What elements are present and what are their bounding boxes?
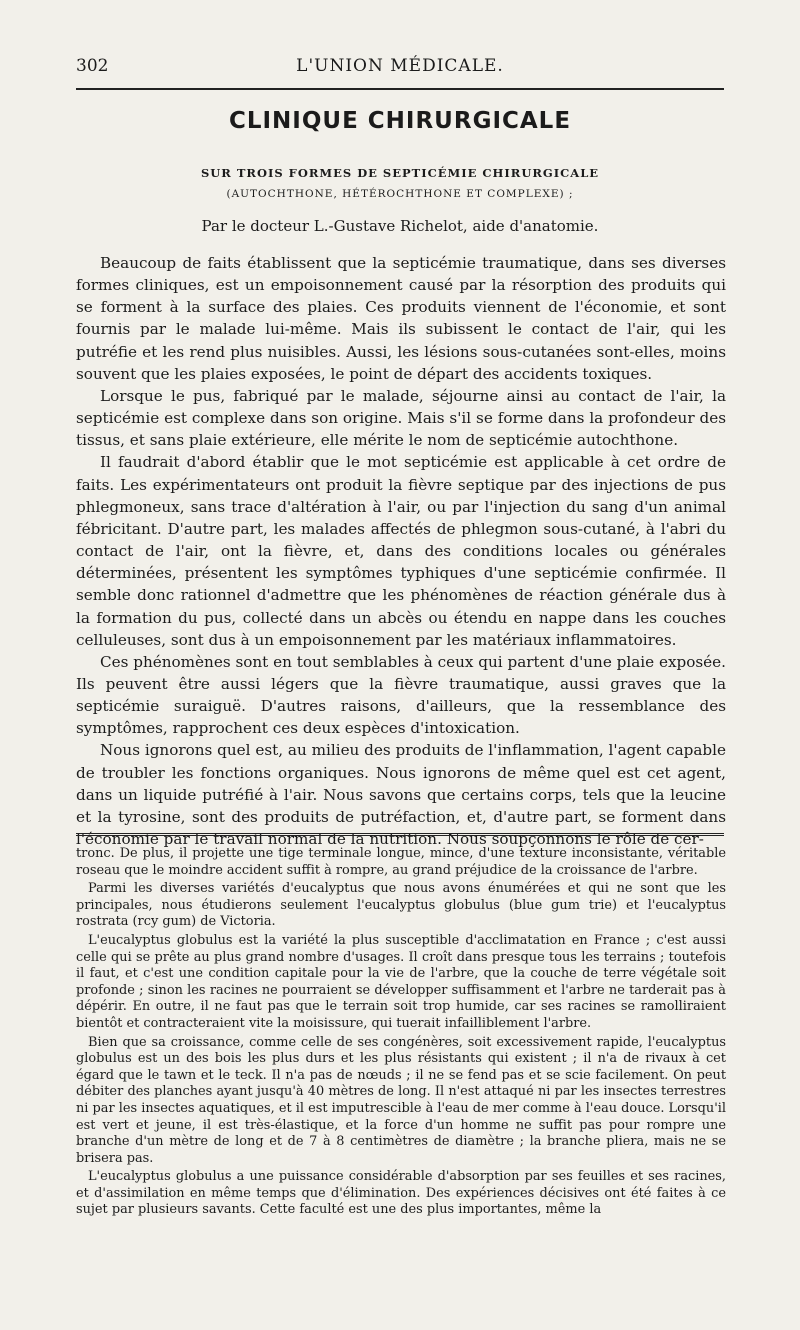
article-paragraph: Il faudrait d'abord établir que le mot septicémie est applicable à cet ordre de faits. Les expérimentateurs ont produit la fièvre septique par des injections de pus phlegmoneux, sans trace d'altération à l'air, ou par l'injection du sang d'un animal fébricitant. D'autre part, les malades affectés de phlegmon sous-cutané, à l'abri du contact de l'air, ont la fièvre, et, dans des conditions locales ou générales déterminées, présentent les symptômes typhiques d'une septicémie confirmée. Il semble donc rationnel d'admettre que les phénomènes de réaction générale dus à la formation du pus, collecté dans un abcès ou étendu en nappe dans les couches celluleuses, sont dus à un empoisonnement par les matériaux inflammatoires.: [76, 453, 726, 649]
section-title: CLINIQUE CHIRURGICALE: [228, 108, 572, 134]
article-paragraph: Nous ignorons quel est, au milieu des produits de l'inflammation, l'agent capable de troubler les fonctions organiques. Nous ignorons de même quel est cet agent, dans un liquide putréfié à l'air. Nous savons que certains corps, tels que la leucine et la tyrosine, sont des produits de putréfaction, et, d'autre part, se forment dans l'économie par le travail normal de la nutrition. Nous soupçonnons le rôle de cer-: [76, 741, 726, 849]
article-title: SUR TROIS FORMES DE SEPTICÉMIE CHIRURGICALE: [200, 166, 600, 180]
feuilleton-paragraph: tronc. De plus, il projette une tige terminale longue, mince, d'une texture inconsistante, véritable roseau que le moindre accident suffit à rompre, au grand préjudice de la croissance de l'arbre.: [76, 846, 726, 878]
article-paragraph: Ces phénomènes sont en tout semblables à ceux qui partent d'une plaie exposée. Ils peuvent être aussi légers que la fièvre traumatique, aussi graves que la septicémie suraiguë. D'autres raisons, d'ailleurs, que la ressemblance des symptômes, rapprochent ces deux espèces d'intoxication.: [76, 652, 726, 738]
journal-title: L'UNION MÉDICALE.: [296, 56, 504, 76]
running-head: [76, 56, 724, 82]
feuilleton-body: [76, 846, 726, 1221]
page-number: 302: [76, 56, 109, 76]
author-byline: Par le docteur L.-Gustave Richelot, aide d'anatomie.: [201, 217, 599, 235]
article-paragraph: Lorsque le pus, fabriqué par le malade, séjourne ainsi au contact de l'air, la septicémie est complexe dans son origine. Mais s'il se forme dans la profondeur des tissus, et sans plaie extérieure, elle mérite le nom de septicémie autochthone.: [76, 386, 726, 450]
feuilleton-rule: [76, 833, 724, 836]
feuilleton-paragraph: Bien que sa croissance, comme celle de ses congénères, soit excessivement rapide, l'eucalyptus globulus est un des bois les plus durs et les plus résistants qui existent ; il n'a de rivaux à cet égard que le tawn et le teck. Il n'a pas de nœuds ; il ne se fend pas et se scie facilement. On peut débiter des planches ayant jusqu'à 40 mètres de long. Il n'est attaqué ni par les insectes terrestres ni par les insectes aquatiques, et il est imputrescible à l'eau de mer comme à l'eau douce. Lorsqu'il est vert et jeune, il est très-élastique, et la force d'un homme ne suffit pas pour rompre une branche d'un mètre de long et de 7 à 8 centimètres de diamètre ; la branche pliera, mais ne se brisera pas.: [76, 1034, 726, 1166]
article-paragraph: Beaucoup de faits établissent que la septicémie traumatique, dans ses diverses formes cliniques, est un empoisonnement causé par la résorption des produits qui se forment à la surface des plaies. Ces produits viennent de l'économie, et sont fournis par le malade lui-même. Mais ils subissent le contact de l'air, qui les putréfie et les rend plus nuisibles. Aussi, les lésions sous-cutanées sont-elles, moins souvent que les plaies exposées, le point de départ des accidents toxiques.: [76, 254, 726, 383]
feuilleton-paragraph: L'eucalyptus globulus est la variété la plus susceptible d'acclimatation en France ; c'est aussi celle qui se prête au plus grand nombre d'usages. Il croît dans presque tous les terrains ; toutefois il faut, et c'est une condition capitale pour la vie de l'arbre, que la couche de terre végétale soit profonde ; sinon les racines ne pourraient se développer suffisamment et l'arbre ne tarderait pas à dépérir. En outre, il ne faut pas que le terrain soit trop humide, car ses racines se ramolliraient bientôt et contracteraient vite la moisissure, qui tuerait infailliblement l'arbre.: [76, 932, 726, 1031]
article-subtitle: (AUTOCHTHONE, HÉTÉROCHTHONE ET COMPLEXE) ;: [226, 188, 574, 200]
article-body: [76, 252, 726, 850]
header-rule: [76, 88, 724, 90]
feuilleton-paragraph: Parmi les diverses variétés d'eucalyptus que nous avons énumérées et qui ne sont que les principales, nous étudierons seulement l'eucalyptus globulus (blue gum trie) et l'eucalyptus rostrata (rcy gum) de Victoria.: [76, 881, 726, 930]
feuilleton-paragraph: L'eucalyptus globulus a une puissance considérable d'absorption par ses feuilles et ses racines, et d'assimilation en même temps que d'élimination. Des expériences décisives ont été faites à ce sujet par plusieurs savants. Cette faculté est une des plus importantes, même la: [76, 1169, 726, 1218]
